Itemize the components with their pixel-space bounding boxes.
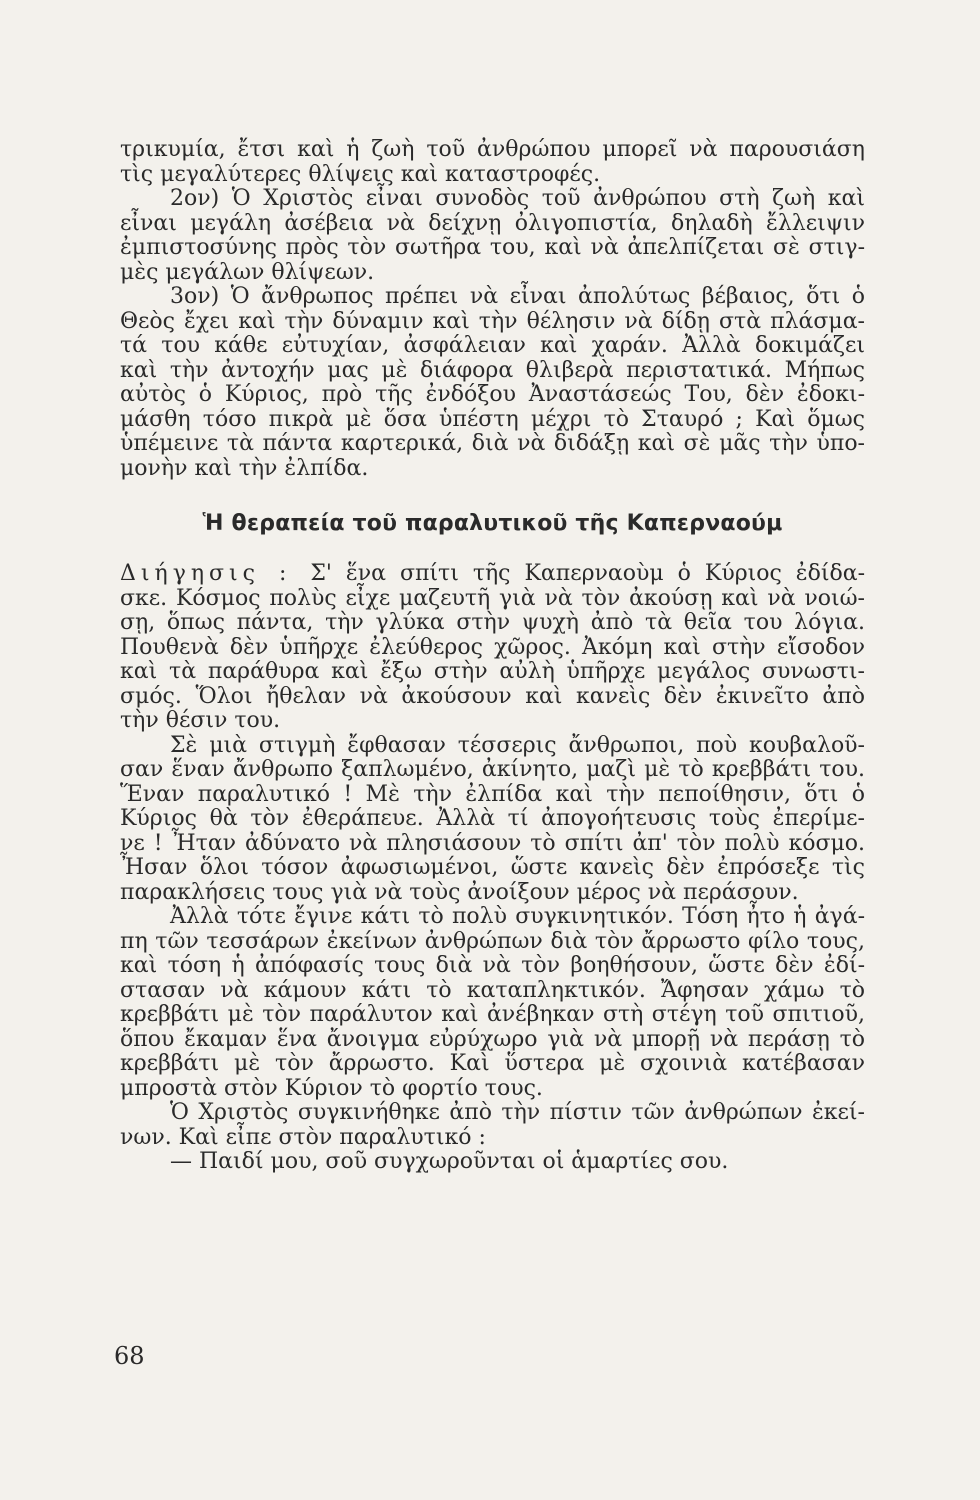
paragraph: [120, 285, 865, 481]
text-line: Ἀλλὰ τότε ἔγινε κάτι τὸ πολὺ συγκινητικόν. Τόση ἦτο ἡ ἀγά-: [170, 904, 865, 929]
paragraph: [120, 562, 865, 734]
text-line: νε ! Ἦταν ἀδύνατο νὰ πλησιάσουν τὸ σπίτι ἀπ' τὸν πολὺ κόσμο.: [120, 830, 865, 856]
narration-label: Διήγησις :: [120, 561, 311, 586]
text-line: 3ον) Ὁ ἄνθρωπος πρέπει νὰ εἶναι ἀπολύτως βέβαιος, ὅτι ὁ: [170, 284, 865, 309]
text-line: [120, 562, 865, 587]
text-line: σκε. Κόσμος πολὺς εἶχε μαζευτῆ γιὰ νὰ τὸν ἀκούσῃ καὶ νὰ νοιώ-: [120, 585, 865, 611]
paragraph: [120, 187, 865, 285]
text-line: Ὁ Χριστὸς συγκινήθηκε ἀπὸ τὴν πίστιν τῶν ἀνθρώπων ἐκεί-: [170, 1100, 865, 1125]
text-line: μάσθη τόσο πικρὰ μὲ ὅσα ὑπέστη μέχρι τὸ Σταυρό ; Καὶ ὅμως: [120, 406, 865, 432]
bottom-section: [120, 562, 865, 1175]
text-line: νων. Καὶ εἶπε στὸν παραλυτικό :: [120, 1124, 486, 1150]
paragraph: [120, 905, 865, 1101]
text-line: καὶ τὴν ἀντοχήν μας μὲ διάφορα θλιβερὰ περιστατικά. Μήπως: [120, 357, 865, 383]
text-line: Κύριος θὰ τὸν ἐθεράπευε. Ἀλλὰ τί ἀπογοήτευσις τοὺς ἐπερίμε-: [120, 806, 865, 831]
text-line: σαν ἕναν ἄνθρωπο ξαπλωμένο, ἀκίνητο, μαζὶ μὲ τὸ κρεββάτι του.: [120, 757, 865, 782]
text-line: Ἕναν παραλυτικό ! Μὲ τὴν ἐλπίδα καὶ τὴν πεποίθησιν, ὅτι ὁ: [120, 781, 865, 807]
top-section: [120, 138, 865, 481]
text-line: τὴν θέσιν του.: [120, 708, 281, 733]
text-line: τὶς μεγαλύτερες θλίψεις καὶ καταστροφές.: [120, 161, 601, 187]
paragraph: [120, 138, 865, 187]
text-line: μὲς μεγάλων θλίψεων.: [120, 259, 375, 285]
text-line: σμός. Ὅλοι ἤθελαν νὰ ἀκούσουν καὶ κανεὶς δὲν ἐκινεῖτο ἀπὸ: [120, 683, 865, 709]
text-line: εἶναι μεγάλη ἀσέβεια νὰ δείχνῃ ὀλιγοπιστία, δηλαδὴ ἔλλειψιν: [120, 210, 865, 236]
text-line: Θεὸς ἔχει καὶ τὴν δύναμιν καὶ τὴν θέλησιν νὰ δίδῃ στὰ πλάσμα-: [120, 308, 865, 334]
text-line: μπροστὰ στὸν Κύριον τὸ φορτίο τους.: [120, 1075, 543, 1101]
section-heading: Ἡ θεραπεία τοῦ παραλυτικοῦ τῆς Καπερναούμ: [202, 511, 783, 536]
text-line: μονὴν καὶ τὴν ἐλπίδα.: [120, 455, 369, 481]
paragraph: [120, 1150, 865, 1175]
paragraph: [120, 734, 865, 906]
text-line: — Παιδί μου, σοῦ συγχωροῦνται οἱ ἁμαρτίες σου.: [170, 1149, 729, 1174]
text-line: αὐτὸς ὁ Κύριος, πρὸ τῆς ἐνδόξου Ἀναστάσεώς Του, δὲν ἐδοκι-: [120, 382, 865, 407]
text-line: καὶ τὰ παράθυρα καὶ ἔξω στὴν αὐλὴ ὑπῆρχε μεγάλος συνωστι-: [120, 659, 865, 684]
page-number: 68: [114, 1342, 145, 1370]
text-line: ἐμπιστοσύνης πρὸς τὸν σωτῆρα του, καὶ νὰ ἀπελπίζεται σὲ στιγ-: [120, 235, 865, 260]
text-line: Σὲ μιὰ στιγμὴ ἔφθασαν τέσσερις ἄνθρωποι, ποὺ κουβαλοῦ-: [170, 732, 865, 758]
text-line: ὑπέμεινε τὰ πάντα καρτερικά, διὰ νὰ διδάξῃ καὶ σὲ μᾶς τὴν ὑπο-: [120, 431, 865, 456]
text-line-content: Σ' ἕνα σπίτι τῆς Καπερναοὺμ ὁ Κύριος ἐδίδα-: [310, 561, 865, 586]
text-line: ὅπου ἔκαμαν ἕνα ἄνοιγμα εὐρύχωρο γιὰ νὰ μπορῇ νὰ περάσῃ τὸ: [120, 1026, 865, 1052]
text-line: 2ον) Ὁ Χριστὸς εἶναι συνοδὸς τοῦ ἀνθρώπου στὴ ζωὴ καὶ: [170, 186, 865, 211]
text-line: κρεββάτι μὲ τὸν παράλυτον καὶ ἀνέβηκαν στὴ στέγη τοῦ σπιτιοῦ,: [120, 1002, 865, 1027]
text-line: Ἦσαν ὅλοι τόσον ἀφωσιωμένοι, ὥστε κανεὶς δὲν ἐπρόσεξε τὶς: [120, 855, 865, 880]
text-line: σῃ, ὅπως πάντα, τὴν γλύκα στὴν ψυχὴ ἀπὸ τὰ θεῖα του λόγια.: [120, 610, 865, 635]
text-line: τά του κάθε εὐτυχίαν, ἀσφάλειαν καὶ χαράν. Ἀλλὰ δοκιμάζει: [120, 333, 865, 358]
paragraph: [120, 1101, 865, 1150]
text-line: στασαν νὰ κάμουν κάτι τὸ καταπληκτικόν. Ἄφησαν χάμω τὸ: [120, 977, 865, 1003]
text-line: παρακλήσεις τους γιὰ νὰ τοὺς ἀνοίξουν μέρος νὰ περάσουν.: [120, 879, 799, 905]
text-line: πη τῶν τεσσάρων ἐκείνων ἀνθρώπων διὰ τὸν ἄρρωστο φίλο τους,: [120, 928, 865, 954]
text-line: Πουθενὰ δὲν ὑπῆρχε ἐλεύθερος χῶρος. Ἀκόμη καὶ στὴν εἴσοδον: [120, 634, 865, 660]
text-line: καὶ τόση ἡ ἀπόφασίς τους διὰ νὰ τὸν βοηθήσουν, ὥστε δὲν ἐδί-: [120, 953, 865, 978]
text-line: τρικυμία, ἔτσι καὶ ἡ ζωὴ τοῦ ἀνθρώπου μπορεῖ νὰ παρουσιάση: [120, 137, 865, 162]
text-line: κρεββάτι μὲ τὸν ἄρρωστο. Καὶ ὕστερα μὲ σχοινιὰ κατέβασαν: [120, 1051, 865, 1076]
text-column: [120, 138, 865, 1175]
